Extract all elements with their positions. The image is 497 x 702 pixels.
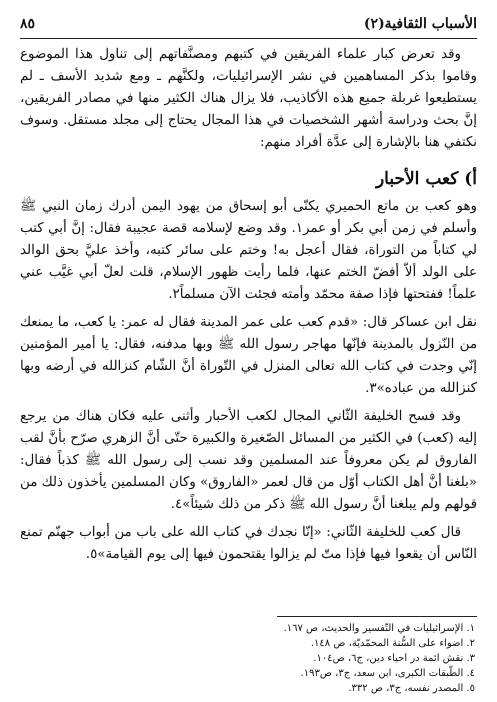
intro-paragraph: وقد تعرض كبار علماء الفريقين في كتبهم ومصنَّفاتهم إلى تناول هذا الموضوع وقاموا بذكر المساهمين في نشر الإسرائيليات، ولكنَّهم ـ ومع شديد الأسف ـ لم يستطيعوا غربلة جميع هذه الأكاذيب، فلا يزال هناك الكثير منها في مصادر الفريقين، إنَّ بحث ودراسة أشهر الشخصيات في هذا المجال يحتاج إلى مجلد مستقل. وسوف نكتفي هنا بالإشارة إلى عدَّة أفراد منهم: — [20, 47, 477, 150]
body-paragraph-3: وقد فسح الخليفة الثّاني المجال لكعب الأحبار وأثنى عليه فكان هناك من يرجع إليه (كعب) في الكثير من المسائل الصّغيرة والكبيرة حتّى أنَّ الزهري صرّح بأنَّ لقب الفاروق لم يكن معروفاً عند المسلمين وقد نسب إلى رسول الله ﷺ كذباً فقال: «بلغنا أنَّ أهل الكتاب أوّل من قال لعمر «الفاروق» وكان المسلمين يأخذون ذلك من قولهم ولم يبلغنا أنَّ رسول الله ﷺ ذكر من ذلك شيئاً»٤. — [20, 409, 477, 512]
page-body — [20, 44, 477, 566]
body-paragraph-1: وهو كعب بن ماتع الحميري يكنّى أبو إسحاق من يهود اليمن أدرك زمان النبي ﷺ وأسلم في زمن أبي بكر أو عمر١. وقد وضع لإسلامه قصة عجيبة فقال: إنَّ أبي كتب لي كتاباً من التوراة، فقال أعجل به! وختم على سائر كتبه، وأخذ عليَّ بحق الوالد على الولد ألاّ أفضّ الختم عنها، فلما رأيت ظهور الإسلام، قلت لعلّ أبي غيَّب عني علماً! ففتحتها فإذا صفة محمّد وأمته فجئت الآن مسلماً٢. — [20, 199, 477, 302]
footnote-item: ١. الإسرائيليات في التّفسير والحديث، ص ١٦٧. — [283, 623, 475, 634]
footnote-divider — [277, 616, 477, 617]
body-paragraph-2: نقل ابن عساكر قال: «قدم كعب على عمر المدينة فقال له عمر: يا كعب، ما يمنعك من النّزول بالمدينة فإنّها مهاجر رسول الله ﷺ وبها مدفنه، فقال: يا أمير المؤمنين إنّي وجدت في كتاب الله تعالى المنزل في التّوراة أنَّ الشّام كنزالله في أرضه وبها كنزالله من عباده»٣. — [20, 315, 477, 396]
chapter-title: الأسباب الثقافية(٢) — [363, 16, 477, 32]
footnote-item: ٤. الطّبقات الكبرى، ابن سعد، ج٣، ص١٩٣. — [300, 668, 475, 679]
footnotes — [20, 621, 475, 696]
footnote-item: ٥. المصدر نفسه، ج٣، ص ٣٣٢. — [348, 683, 475, 694]
page-number: ٨٥ — [20, 16, 36, 32]
header-divider — [20, 38, 477, 39]
section-heading: أ) كعب الأحبار — [375, 169, 477, 189]
footnote-item: ٢. اضواء على السُّنة المحمّديّة، ص ١٤٨. — [310, 638, 475, 649]
running-header — [20, 12, 477, 36]
body-paragraph-4: قال كعب للخليفة الثّاني: «إنّا نجدك في كتاب الله على باب من أبواب جهنّم تمنع النّاس أن يقعوا فيها فإذا متّ لم يزالوا يقتحمون فيها إلى يوم القيامة»٥. — [20, 525, 477, 562]
footnote-item: ٣. نقش ائمة در احياء دين، ج٦، ص١٠٤. — [313, 653, 475, 664]
